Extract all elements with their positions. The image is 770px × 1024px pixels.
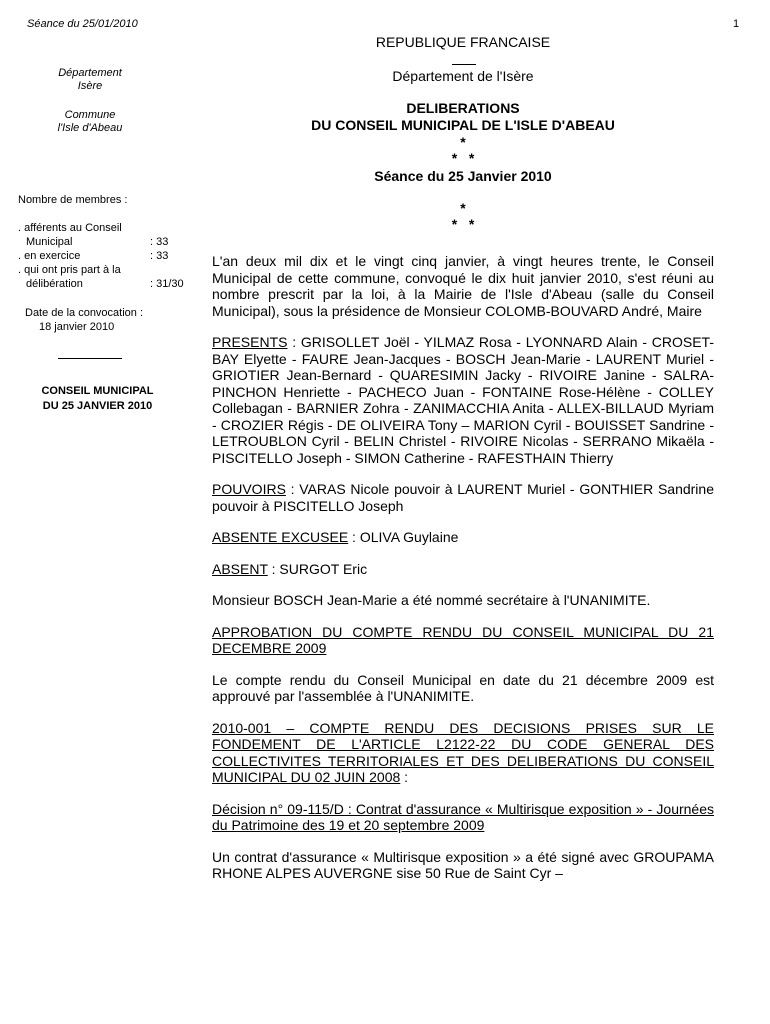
main-body	[212, 253, 714, 882]
conseil-title: DU CONSEIL MUNICIPAL DE L'ISLE D'ABEAU	[311, 117, 615, 133]
member-label: délibération	[26, 278, 83, 290]
absente-label: ABSENTE EXCUSEE	[212, 529, 349, 545]
approbation-paragraph: Le compte rendu du Conseil Municipal en date du 21 décembre 2009 est approuvé par l'assemblée à l'UNANIMITE.	[212, 671, 714, 704]
pouvoirs-label: POUVOIRS	[212, 481, 286, 497]
deliberations-title: DELIBERATIONS	[406, 100, 520, 116]
convocation-label: Date de la convocation :	[25, 307, 144, 319]
header-divider	[452, 64, 476, 65]
star-double-1: * *	[451, 150, 475, 166]
member-row-afferents	[18, 221, 190, 249]
page-number: 1	[733, 18, 740, 30]
approbation-title: APPROBATION DU COMPTE RENDU DU CONSEIL MUNICIPAL DU 21 DECEMBRE 2009	[212, 623, 714, 656]
sidebar-conseil-line1: CONSEIL MUNICIPAL	[41, 385, 154, 397]
convocation-date: 18 janvier 2010	[39, 321, 115, 333]
absent-paragraph	[212, 561, 714, 578]
departement-label: Département	[58, 67, 122, 79]
decision-paragraph: Un contrat d'assurance « Multirisque exposition » a été signé avec GROUPAMA RHONE ALPES AUVERGNE sise 50 Rue de Saint Cyr –	[212, 848, 714, 881]
absente-paragraph	[212, 529, 714, 546]
item-title-suffix: :	[400, 769, 409, 785]
member-row-exercice	[18, 249, 190, 263]
commune-label: Commune	[64, 109, 116, 121]
member-value: : 31/30	[150, 278, 184, 290]
member-label: . qui ont pris part à la	[18, 264, 121, 276]
item-title-paragraph	[212, 720, 714, 786]
presents-paragraph	[212, 334, 714, 466]
member-value: : 33	[150, 250, 169, 262]
star-single-2: *	[460, 200, 466, 216]
member-value: : 33	[150, 236, 169, 248]
absente-text: : OLIVA Guylaine	[348, 529, 459, 545]
star-double-2: * *	[451, 216, 475, 232]
commune-value: l'Isle d'Abeau	[57, 122, 123, 134]
decision-title: Décision n° 09-115/D : Contrat d'assurance « Multirisque exposition » - Journées du Patrimoine des 19 et 20 septembre 2009	[212, 800, 714, 833]
member-label: Municipal	[26, 236, 73, 248]
members-list	[18, 221, 190, 291]
departement-value: Isère	[77, 80, 103, 92]
members-title: Nombre de membres :	[18, 194, 128, 206]
presents-text: : GRISOLLET Joël - YILMAZ Rosa - LYONNARD Alain - CROSET-BAY Elyette - FAURE Jean-Jacques - BOSCH Jean-Marie - LAURENT Muriel - GRIOTIER Jean-Bernard - QUARESIMIN Jacky - RIVOIRE Janine - SALRA-PINCHON Henriette - PACHECO Juan - FONTAINE Rose-Hélène - COLLEY Collebagan - BARNIER Zohra - ZANIMACCHIA Anita - ALLEX-BILLAUD Myriam - CROZIER Régis - DE OLIVEIRA Tony – MARION Cyril - BOUISSET Sandrine - LETROUBLON Cyril - BELIN Christel - RIVOIRE Nicolas - SERRANO Mikaëla - PISCITELLO Joseph - SIMON Catherine - RAFESTHAIN Thierry	[212, 334, 714, 466]
sidebar-conseil-line2: DU 25 JANVIER 2010	[42, 400, 153, 412]
seance-title: Séance du 25 Janvier 2010	[374, 168, 552, 184]
seance-date-header: Séance du 25/01/2010	[27, 18, 138, 30]
pouvoirs-paragraph	[212, 481, 714, 514]
departement-title: Département de l'Isère	[392, 68, 534, 84]
star-single-1: *	[460, 134, 466, 150]
member-row-deliberation	[18, 263, 190, 291]
absent-label: ABSENT	[212, 560, 268, 577]
item-title: 2010-001 – COMPTE RENDU DES DECISIONS PRISES SUR LE FONDEMENT DE L'ARTICLE L2122-22 DU CODE GENERAL DES COLLECTIVITES TERRITORIALES ET DES DELIBERATIONS DU CONSEIL MUNICIPAL DU 02 JUIN 2008	[212, 719, 714, 785]
absent-text: : SURGOT Eric	[267, 560, 368, 577]
secretaire-paragraph: Monsieur BOSCH Jean-Marie a été nommé secrétaire à l'UNANIMITE.	[212, 592, 651, 608]
intro-paragraph: L'an deux mil dix et le vingt cinq janvier, à vingt heures trente, le Conseil Municipal de cette commune, convoqué le dix huit janvier 2010, s'est réuni au nombre prescrit par la loi, à la Mairie de l'Isle d'Abeau (salle du Conseil Municipal), sous la présidence de Monsieur COLOMB-BOUVARD André, Maire	[212, 253, 714, 319]
presents-label: PRESENTS	[212, 334, 288, 350]
member-label: . afférents au Conseil	[18, 222, 122, 234]
republique-title: REPUBLIQUE FRANCAISE	[375, 34, 551, 50]
sidebar-divider	[58, 358, 122, 359]
sidebar-conseil-title	[20, 384, 175, 414]
pouvoirs-text: : VARAS Nicole pouvoir à LAURENT Muriel - GONTHIER Sandrine pouvoir à PISCITELLO Joseph	[212, 481, 714, 514]
member-label: . en exercice	[18, 250, 81, 262]
